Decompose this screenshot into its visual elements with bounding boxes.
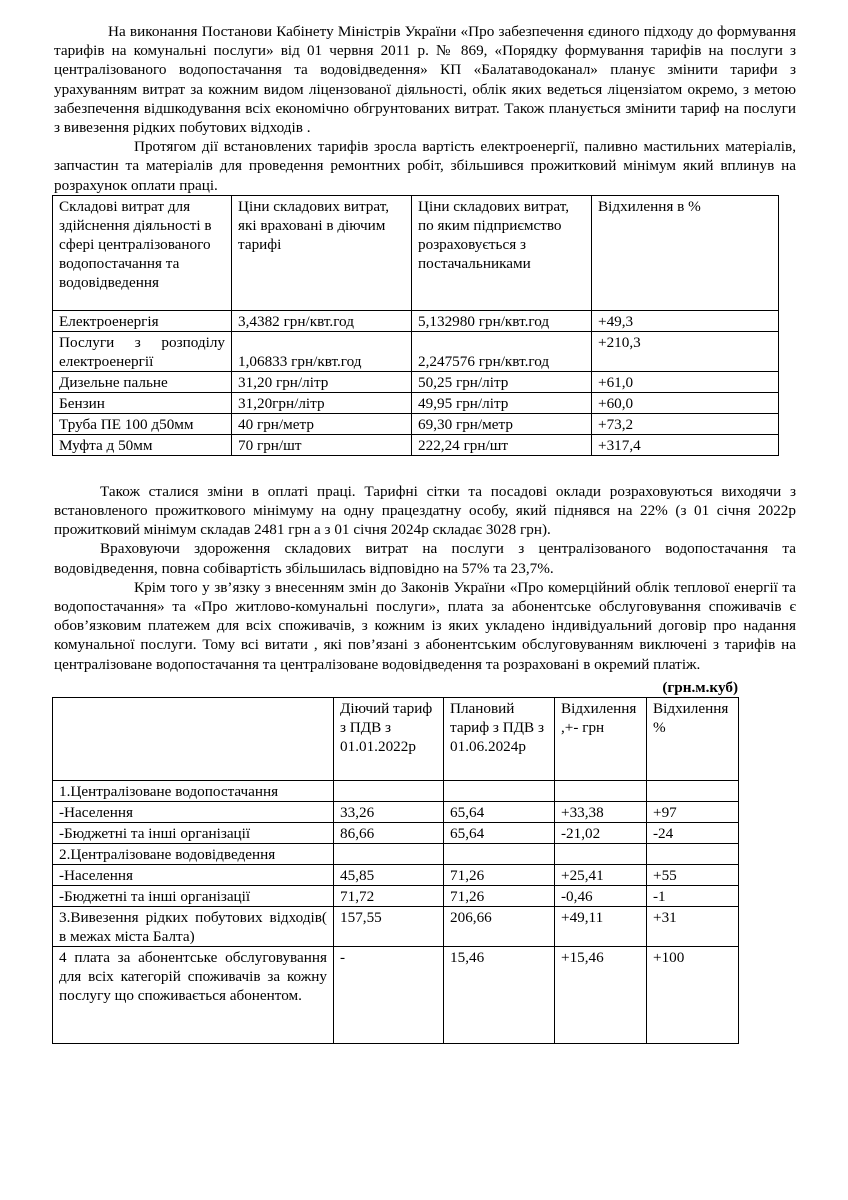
table-cell: -Населення [53,864,334,885]
table-cell: Муфта д 50мм [53,434,232,455]
table-header-cell: Відхилення ,+- грн [555,697,647,780]
document-page [54,22,796,1044]
table-cell: -Бюджетні та інші організації [53,822,334,843]
table-header-row [53,697,739,780]
cost-components-table [52,195,779,456]
table-cell: Бензин [53,392,232,413]
table-cell: 157,55 [334,906,444,946]
table-cell [555,843,647,864]
table-row [53,413,779,434]
subscription-paragraph: Крім того у зв’язку з внесенням змін до Законів України «Про комерційний облік теплової енергії та водопостачання» та «Про житлово-комунальні послуги», плата за абонентське обслуговування споживачів є обов’язковим платежем для всіх споживачів, з кожним із яких укладено індивідуальний договір про надання комунальної послуги. Тому всі витати , які пов’язані з абонентським обслуговуванням виключені з тарифів на централізоване водопостачання та централізоване водовідведення та розраховані в окремий платіж. [54,578,796,673]
table-header-row [53,195,779,310]
table-cell: Дизельне пальне [53,371,232,392]
table-cell: 31,20грн/літр [232,392,412,413]
table-cell: 65,64 [444,822,555,843]
table-cell: 206,66 [444,906,555,946]
table-cell: 33,26 [334,801,444,822]
table-cell: -Бюджетні та інші організації [53,885,334,906]
table-cell: +31 [647,906,739,946]
table-cell: 71,26 [444,885,555,906]
table-cell: Труба ПЕ 100 д50мм [53,413,232,434]
tariff-table [52,697,739,1044]
table-cell: -Населення [53,801,334,822]
table-row [53,822,739,843]
intro-paragraph: На виконання Постанови Кабінету Міністрів України «Про забезпечення єдиного підходу до формування тарифів на комунальні послуги» від 01 червня 2011 р. № 869, «Порядку формування тарифів на послуги з централізованого водопостачання та водовідведення» КП «Балатаводоканал» планує змінити тарифи з урахуванням витрат за кожним видом ліцензованої діяльності, облік яких ведеться ліцензіатом окремо, з метою забезпечення відшкодування всіх економічно обгрунтованих витрат. Також планується змінити тариф на послуги з вивезення рідких побутових відходів . [54,23,796,137]
table-cell: +73,2 [592,413,779,434]
table-cell: +49,3 [592,310,779,331]
table-cell [555,780,647,801]
table-cell [334,780,444,801]
table-cell: +317,4 [592,434,779,455]
table-cell: 70 грн/шт [232,434,412,455]
table-row [53,864,739,885]
table-row [53,371,779,392]
table-header-cell: Плановий тариф з ПДВ з 01.06.2024р [444,697,555,780]
table-cell: +60,0 [592,392,779,413]
table-cell: +49,11 [555,906,647,946]
table-cell: Електроенергія [53,310,232,331]
table-cell: 45,85 [334,864,444,885]
table-cell: 4 плата за абонентське обслуговування для всіх категорій споживачів за кожну послугу що споживається абонентом. [53,946,334,1043]
wages-paragraph: Також сталися зміни в оплаті праці. Тарифні сітки та посадові оклади розраховуються виходячи з встановленого прожиткового мінімуму на одну працездатну особу, який піднявся на 22% (з 01 січня 2022р прожитковий мінімум складав 2481 грн а з 01 січня 2024р складає 3028 грн). [54,482,796,539]
table-row [53,801,739,822]
table-cell: 5,132980 грн/квт.год [412,310,592,331]
table-header-cell: Складові витрат для здійснення діяльності в сфері централізованого водопостачання та водовідведення [53,195,232,310]
table-cell: +15,46 [555,946,647,1043]
table-cell [647,843,739,864]
table-row [53,843,739,864]
cost-increase-paragraph: Враховуючи здороження складових витрат на послуги з централізованого водопостачання та водовідведення, повна собівартість збільшилась відповідно на 57% та 23,7%. [54,540,796,577]
table-cell: 222,24 грн/шт [412,434,592,455]
table-cell: 69,30 грн/метр [412,413,592,434]
table-cell: +210,3 [592,331,779,371]
table-cell: 1.Централізоване водопостачання [53,780,334,801]
table-header-cell [53,697,334,780]
table-cell: +61,0 [592,371,779,392]
table-row [53,310,779,331]
table-cell [444,780,555,801]
table-cell: 3.Вивезення рідких побутових відходів( в межах міста Балта) [53,906,334,946]
table-header-cell: Ціни складових витрат, по яким підприємство розраховується з постачальниками [412,195,592,310]
table-cell [647,780,739,801]
cell-text: 1,06833 грн/квт.год [238,352,362,370]
table-cell: 71,72 [334,885,444,906]
table-cell: -24 [647,822,739,843]
table-cell: 15,46 [444,946,555,1043]
table-unit-label: (грн.м.куб) [662,678,738,696]
table-cell: 40 грн/метр [232,413,412,434]
cell-text: 2,247576 грн/квт.год [418,352,550,370]
costs-paragraph: Протягом дії встановлених тарифів зросла вартість електроенергії, паливно мастильних матеріалів, запчастин та матеріалів для проведення ремонтних робіт, збільшився прожитковий мінімум який вплинув на розрахунок оплати праці. [54,138,796,194]
table-header-cell: Відхилення % [647,697,739,780]
table-cell: 31,20 грн/літр [232,371,412,392]
table-cell: -21,02 [555,822,647,843]
table-cell: 86,66 [334,822,444,843]
table-header-cell: Відхилення в % [592,195,779,310]
table-row [53,331,779,371]
table-cell: -1 [647,885,739,906]
table-cell: 65,64 [444,801,555,822]
table-cell [444,843,555,864]
table-cell [412,331,592,371]
table-cell: -0,46 [555,885,647,906]
table-cell: Послуги з розподілу електроенергії [53,331,232,371]
table-header-cell: Ціни складових витрат, які враховані в діючим тарифі [232,195,412,310]
table-cell: +100 [647,946,739,1043]
table-cell: +55 [647,864,739,885]
table-row [53,885,739,906]
table-cell: 49,95 грн/літр [412,392,592,413]
table-row [53,906,739,946]
table-cell: - [334,946,444,1043]
table-cell: +25,41 [555,864,647,885]
table-cell [334,843,444,864]
table-cell: 2.Централізоване водовідведення [53,843,334,864]
table-cell [232,331,412,371]
spacer [54,456,796,482]
table-cell: 71,26 [444,864,555,885]
table-row [53,392,779,413]
table-cell: 3,4382 грн/квт.год [232,310,412,331]
table-cell: +97 [647,801,739,822]
table-row [53,434,779,455]
table-cell: 50,25 грн/літр [412,371,592,392]
table-header-cell: Діючий тариф з ПДВ з 01.01.2022р [334,697,444,780]
table-row [53,946,739,1043]
table-cell: +33,38 [555,801,647,822]
table-row [53,780,739,801]
